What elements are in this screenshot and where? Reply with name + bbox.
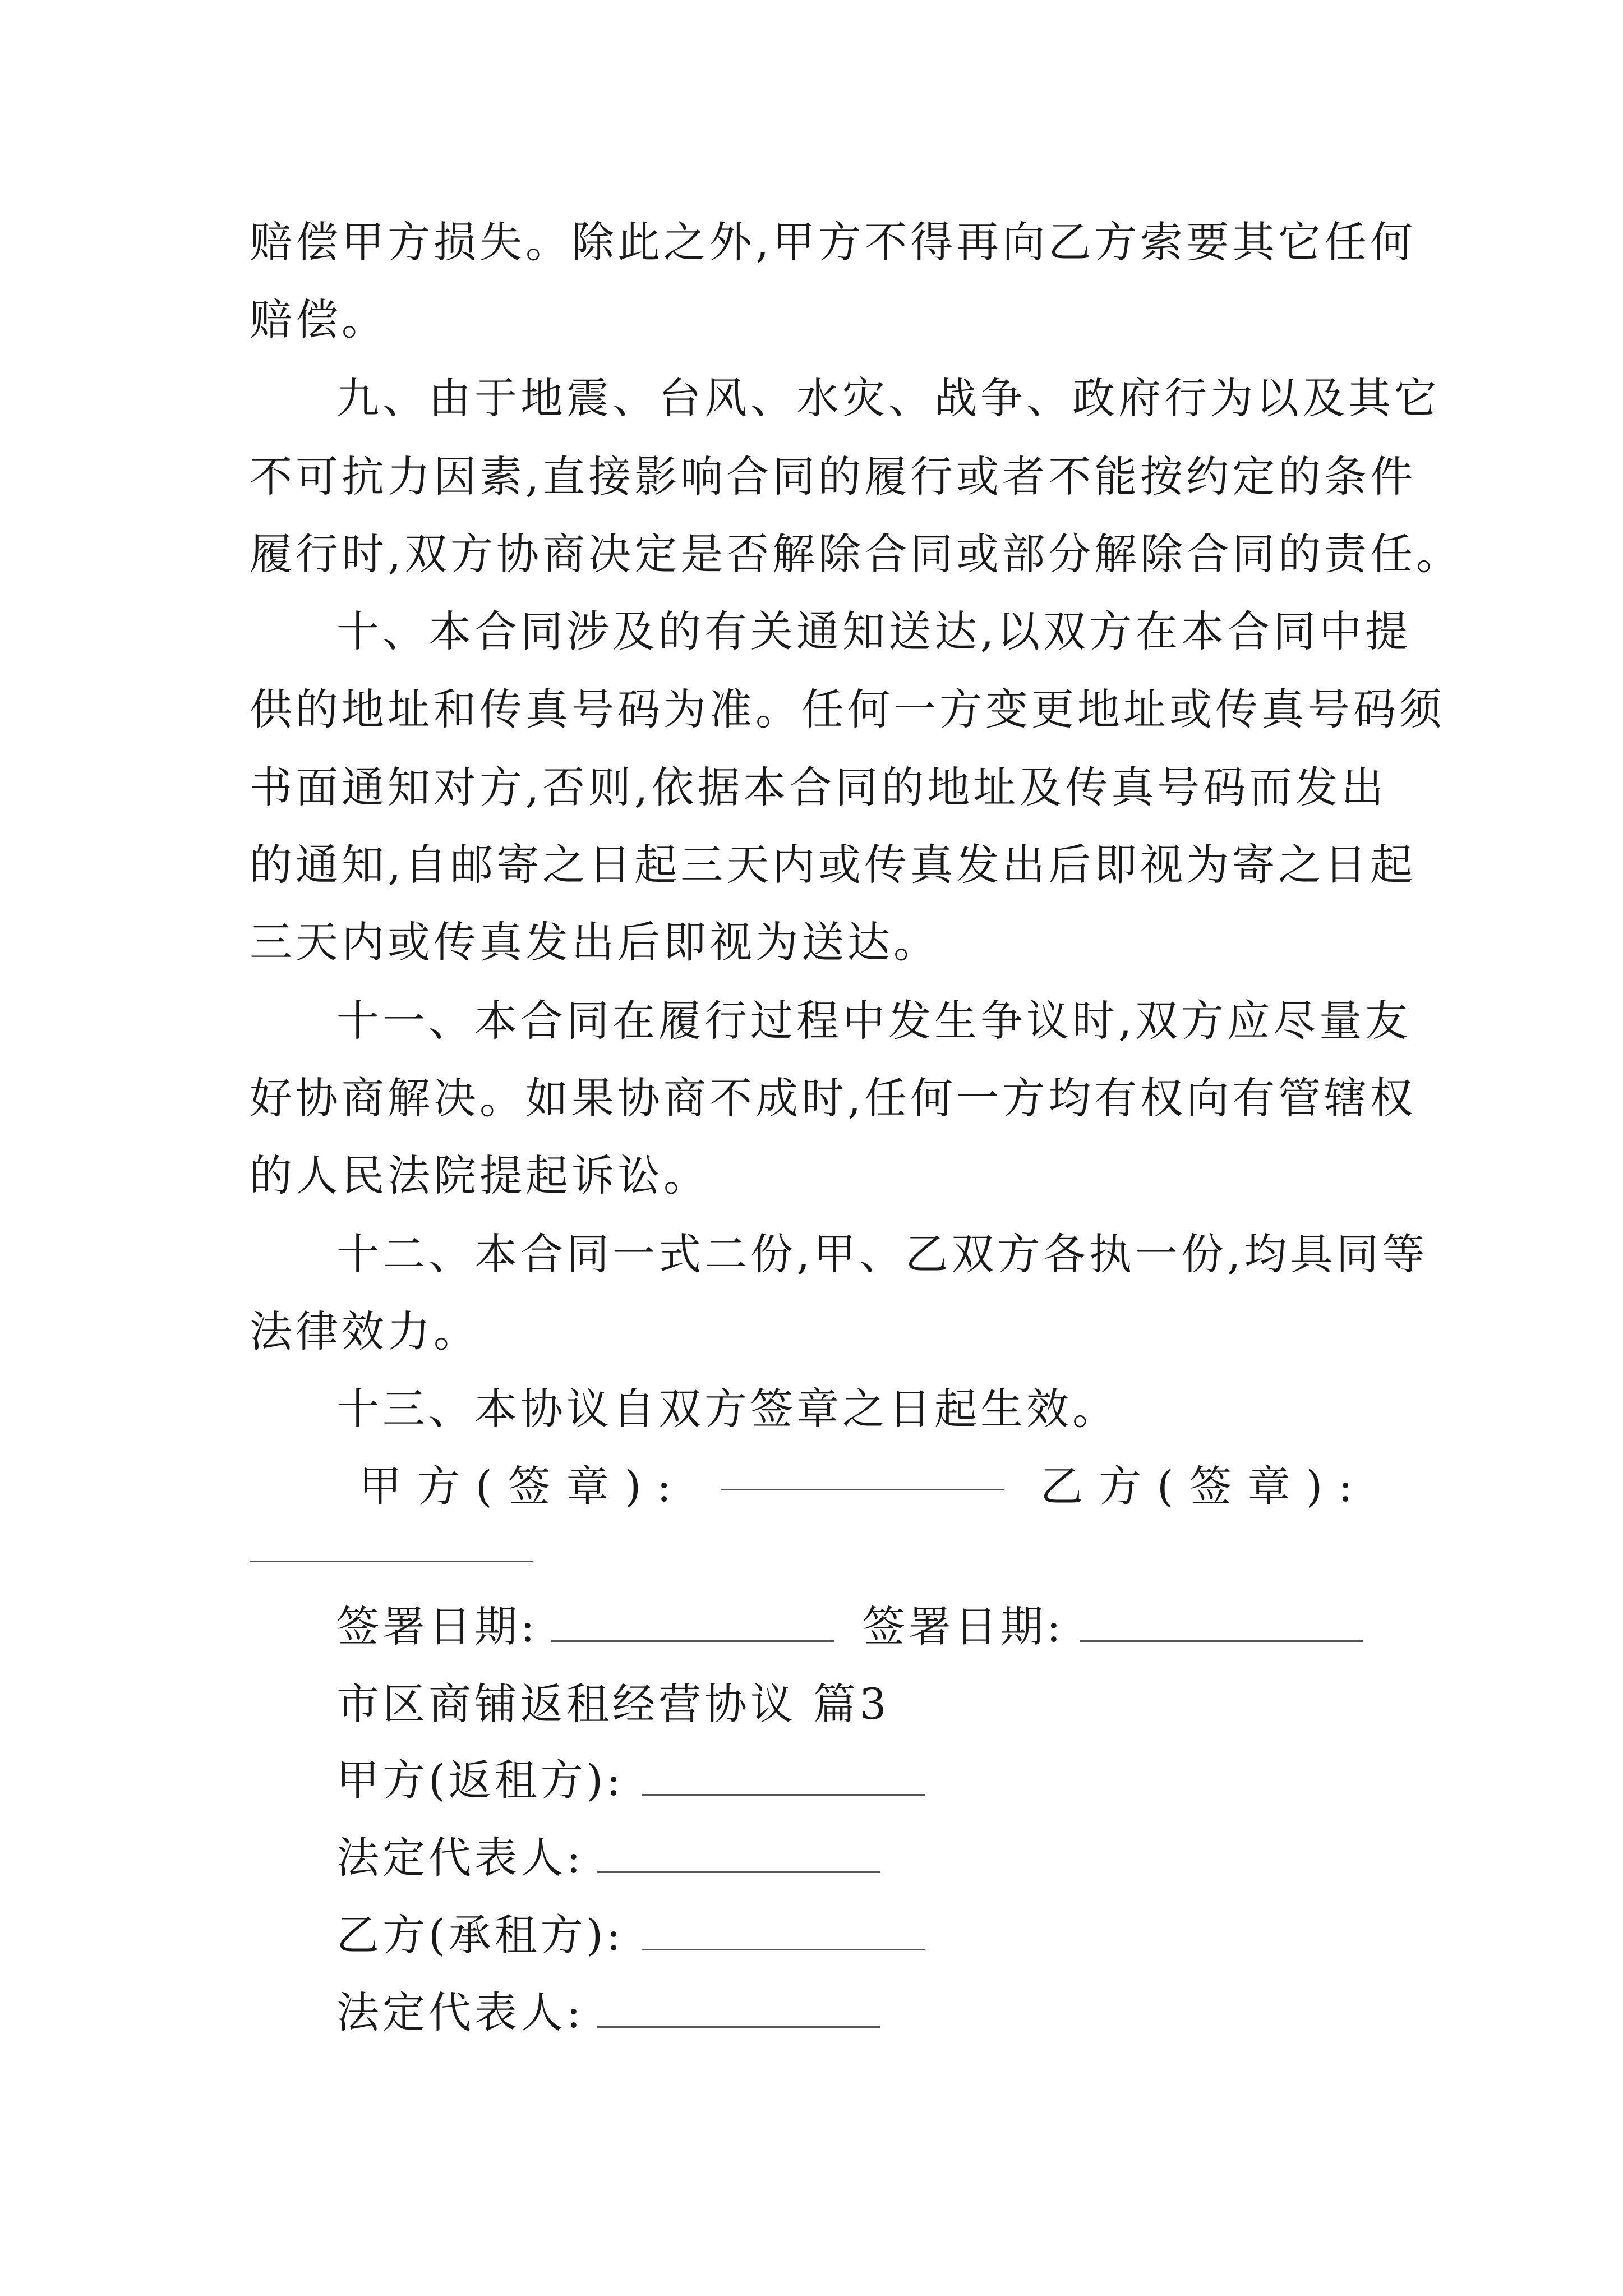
paragraph-line: 十二、本合同一式二份,甲、乙双方各执一份,均具同等 [336, 1229, 1428, 1279]
paragraph-line: 十一、本合同在履行过程中发生争议时,双方应尽量友 [336, 996, 1412, 1046]
paragraph-line: 十、本合同涉及的有关通知送达,以双方在本合同中提 [336, 606, 1412, 656]
date-b-label: 签署日期: [863, 1602, 1064, 1651]
paragraph-line: 不可抗力因素,直接影响合同的履行或者不能按约定的条件 [250, 452, 1417, 501]
paragraph-line: 书面通知对方,否则,依据本合同的地址及传真号码而发出 [250, 762, 1387, 812]
paragraph-line: 法律效力。 [250, 1306, 479, 1356]
representative-b-field [336, 1985, 584, 2041]
paragraph-line: 九、由于地震、台风、水灾、战争、政府行为以及其它 [336, 373, 1440, 423]
representative-a-label: 法定代表人: [336, 1833, 584, 1883]
paragraph-line: 好协商解决。如果协商不成时,任何一方均有权向有管辖权 [250, 1073, 1417, 1123]
representative-b-blank[interactable] [597, 2024, 880, 2028]
section-title: 市区商铺返租经营协议 篇3 [336, 1679, 890, 1729]
lessee-label: 乙方(承租方): [336, 1910, 624, 1960]
paragraph-line: 十三、本协议自双方签章之日起生效。 [336, 1384, 1118, 1434]
paragraph-line: 赔偿甲方损失。除此之外,甲方不得再向乙方索要其它任何 [250, 217, 1417, 267]
date-a-label: 签署日期: [336, 1602, 538, 1651]
paragraph-line: 供的地址和传真号码为准。任何一方变更地址或传真号码须 [250, 684, 1445, 734]
party-b-signature-blank[interactable] [250, 1558, 533, 1562]
lessor-label: 甲方(返租方): [336, 1755, 624, 1805]
paragraph-line: 的通知,自邮寄之日起三天内或传真发出后即视为寄之日起 [250, 840, 1417, 890]
party-b-signature [1040, 1458, 1368, 1515]
representative-a-field [336, 1830, 584, 1886]
date-b-blank[interactable] [1080, 1638, 1363, 1642]
representative-b-label: 法定代表人: [336, 1987, 584, 2037]
paragraph-line: 的人民法院提起诉讼。 [250, 1151, 709, 1200]
party-a-signature-label: 甲方(签章): [359, 1461, 687, 1511]
lessor-field [336, 1752, 624, 1809]
date-b [863, 1599, 1064, 1655]
lessor-blank[interactable] [642, 1792, 925, 1796]
date-a-blank[interactable] [551, 1638, 834, 1642]
representative-a-blank[interactable] [597, 1869, 880, 1873]
paragraph-line: 赔偿。 [250, 295, 388, 344]
party-a-signature-blank[interactable] [721, 1487, 1004, 1490]
paragraph-line: 履行时,双方协商决定是否解除合同或部分解除合同的责任。 [250, 529, 1463, 579]
party-b-signature-label: 乙方(签章): [1040, 1461, 1368, 1511]
paragraph-line: 三天内或传真发出后即视为送达。 [250, 917, 939, 967]
date-a [336, 1599, 538, 1655]
lessee-field [336, 1907, 624, 1963]
party-a-signature [359, 1458, 687, 1515]
lessee-blank[interactable] [642, 1947, 925, 1950]
